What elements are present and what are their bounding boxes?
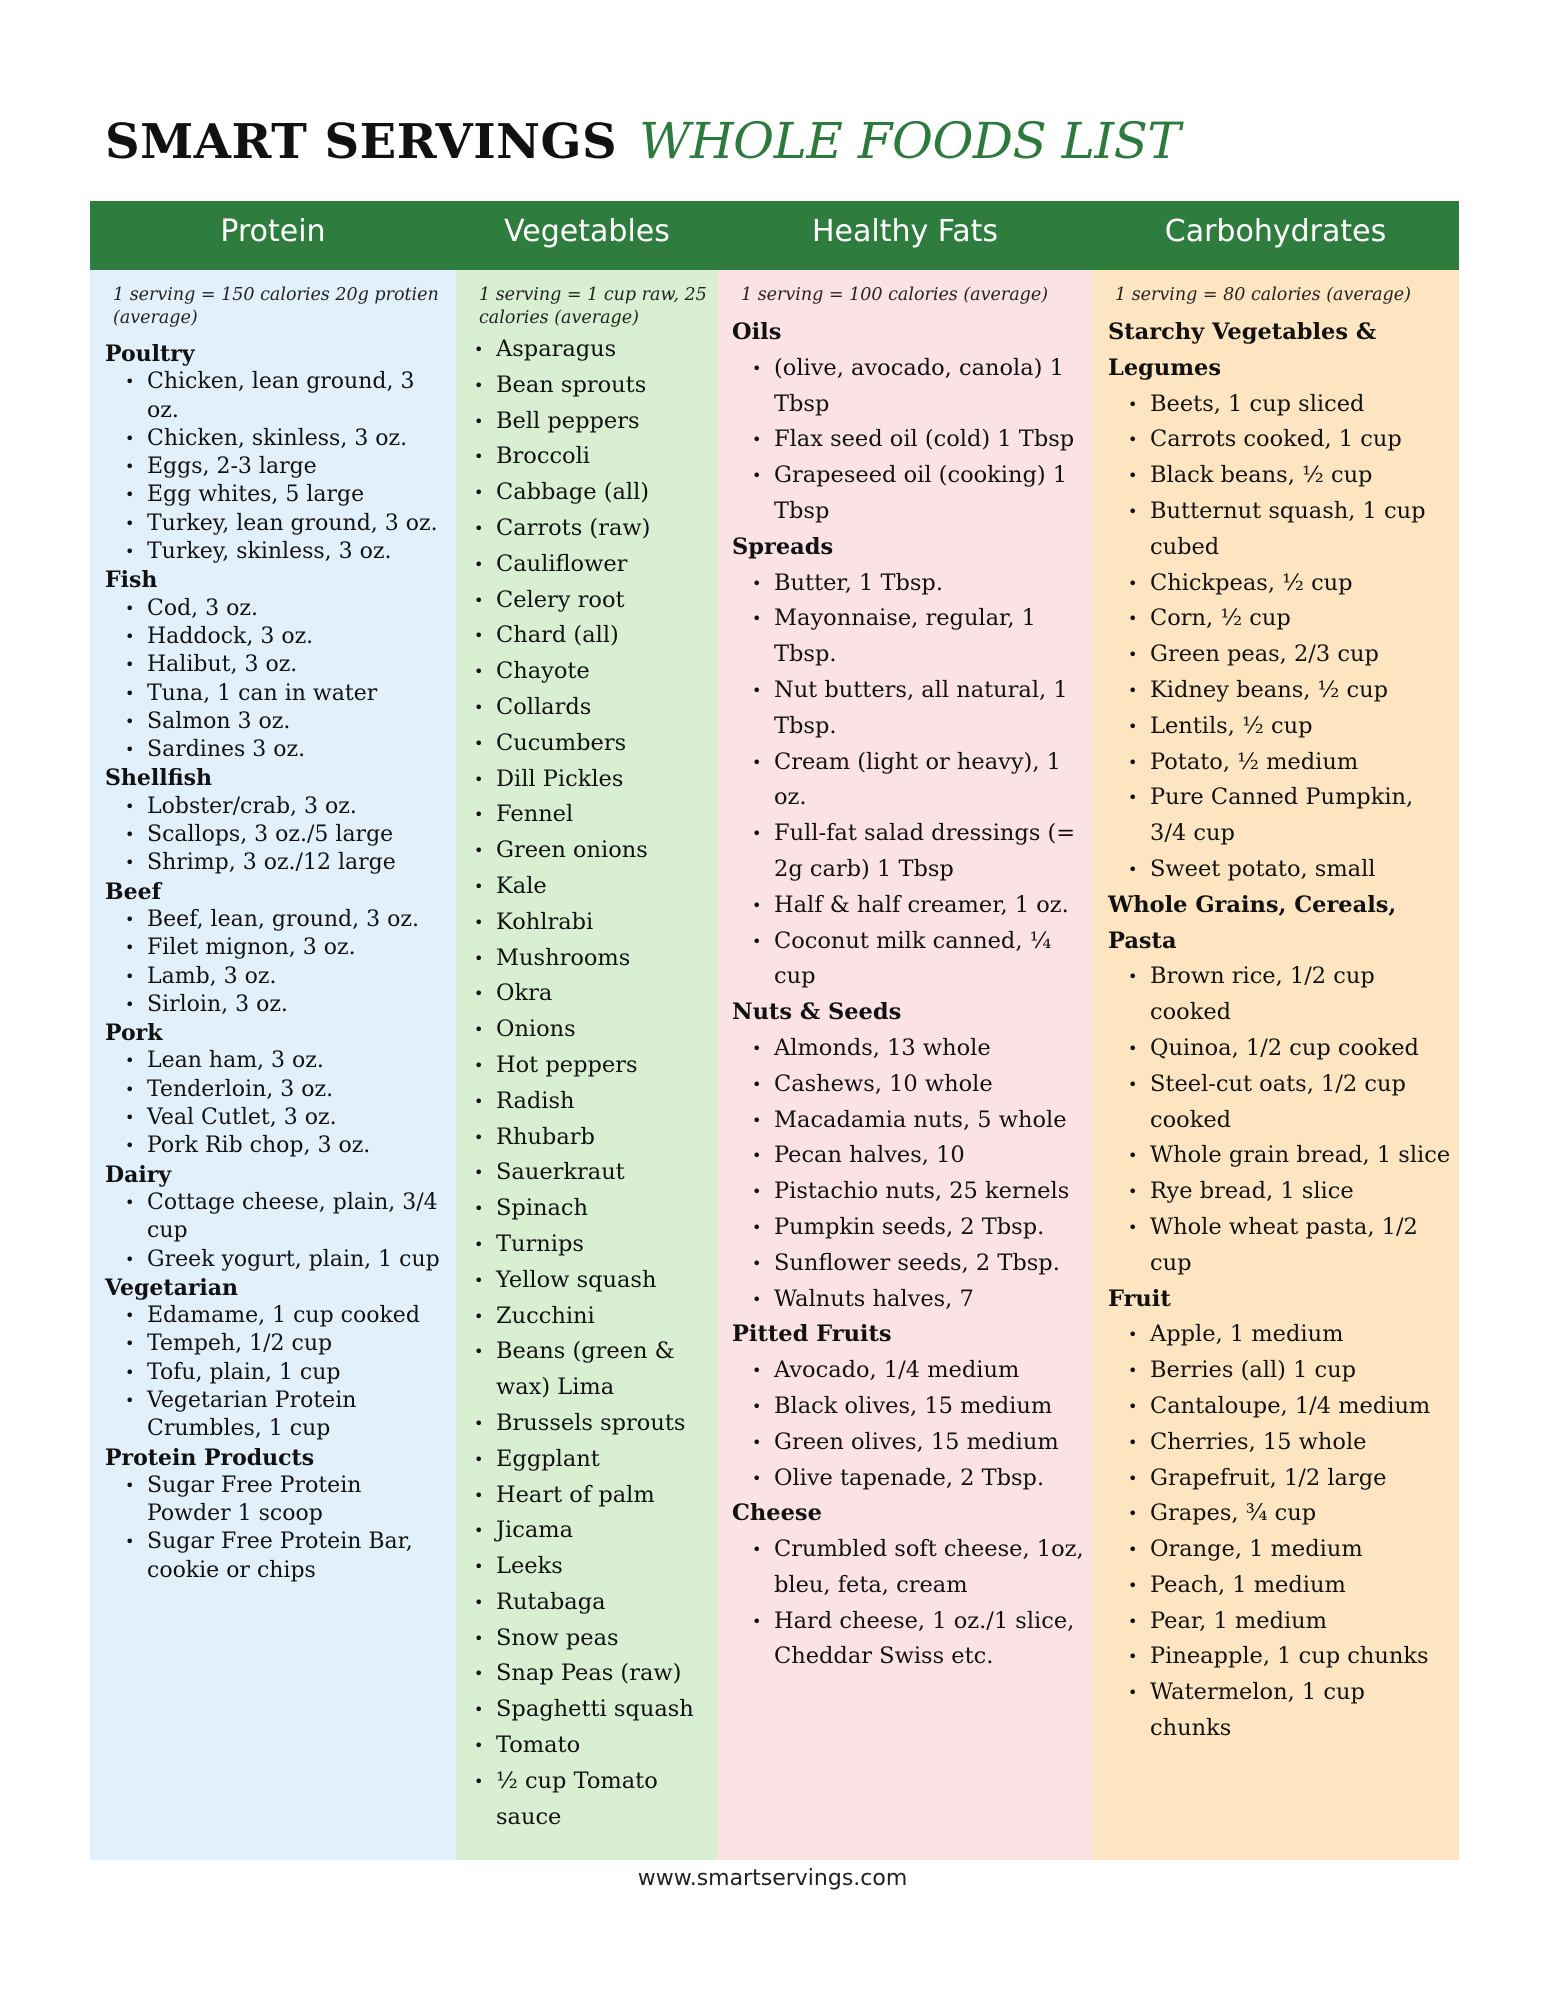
list-item: • Tofu, plain, 1 cup xyxy=(105,1359,442,1387)
list-item: • Steel-cut oats, 1/2 cup cooked xyxy=(1108,1067,1451,1139)
list-item: • Scallops, 3 oz./5 large xyxy=(105,821,442,849)
category-heading: Protein Products xyxy=(105,1444,315,1471)
item-list xyxy=(732,1031,1084,1317)
list-item: • Cod, 3 oz. xyxy=(105,595,442,623)
column-carbohydrates xyxy=(1092,270,1459,1860)
list-item: • Bell peppers xyxy=(474,404,710,440)
list-item: • Mushrooms xyxy=(474,941,710,977)
item-list xyxy=(105,1047,442,1160)
list-item: • Corn, ½ cup xyxy=(1108,601,1451,637)
list-item: • Crumbled soft cheese, 1oz, bleu, feta, cream xyxy=(732,1532,1084,1604)
list-item: • Egg whites, 5 large xyxy=(105,481,442,509)
item-list xyxy=(1108,1317,1451,1747)
item-list xyxy=(105,1472,442,1585)
category-heading: Spreads xyxy=(732,533,834,560)
list-item: • Walnuts halves, 7 xyxy=(732,1282,1084,1318)
list-item: • Pork Rib chop, 3 oz. xyxy=(105,1132,442,1160)
item-list xyxy=(1108,959,1451,1281)
header-vegetables: Vegetables xyxy=(504,214,670,249)
list-item: • Eggs, 2-3 large xyxy=(105,453,442,481)
list-item: • Tempeh, 1/2 cup xyxy=(105,1330,442,1358)
list-item: • Radish xyxy=(474,1084,710,1120)
list-item: • Carrots cooked, 1 cup xyxy=(1108,422,1451,458)
serving-note: 1 serving = 150 calories 20g protien (average) xyxy=(113,285,439,328)
column-vegetables xyxy=(456,270,718,1860)
list-item: • Turkey, skinless, 3 oz. xyxy=(105,538,442,566)
column-body xyxy=(718,307,1092,1675)
list-item: • Beef, lean, ground, 3 oz. xyxy=(105,906,442,934)
list-item: • Rye bread, 1 slice xyxy=(1108,1174,1451,1210)
footer-url: www.smartservings.com xyxy=(637,1866,908,1891)
list-item: • Green onions xyxy=(474,833,710,869)
item-list xyxy=(474,332,710,1835)
item-list xyxy=(105,368,442,566)
list-item: • Dill Pickles xyxy=(474,762,710,798)
item-list xyxy=(105,1189,442,1274)
list-item: • Heart of palm xyxy=(474,1478,710,1514)
header-bar xyxy=(90,201,1459,270)
list-item: • Grapeseed oil (cooking) 1 Tbsp xyxy=(732,458,1084,530)
list-item: • Sweet potato, small xyxy=(1108,852,1451,888)
list-item: • Kale xyxy=(474,869,710,905)
list-item: • Lamb, 3 oz. xyxy=(105,963,442,991)
list-item: • Asparagus xyxy=(474,332,710,368)
list-item: • Haddock, 3 oz. xyxy=(105,623,442,651)
category-heading: Shellfish xyxy=(105,765,212,792)
list-item: • Pear, 1 medium xyxy=(1108,1604,1451,1640)
list-item: • Tenderloin, 3 oz. xyxy=(105,1076,442,1104)
list-item: • (olive, avocado, canola) 1 Tbsp xyxy=(732,351,1084,423)
list-item: • Edamame, 1 cup cooked xyxy=(105,1302,442,1330)
category-heading: Nuts & Seeds xyxy=(732,999,902,1026)
list-item: • Sirloin, 3 oz. xyxy=(105,991,442,1019)
list-item: • Sunflower seeds, 2 Tbsp. xyxy=(732,1246,1084,1282)
category-heading: Cheese xyxy=(732,1500,822,1527)
category-heading: Whole Grains, Cereals, Pasta xyxy=(1108,891,1397,954)
list-item: • Carrots (raw) xyxy=(474,511,710,547)
list-item: • Kohlrabi xyxy=(474,905,710,941)
list-item: • Cream (light or heavy), 1 oz. xyxy=(732,745,1084,817)
list-item: • Cashews, 10 whole xyxy=(732,1067,1084,1103)
list-item: • Yellow squash xyxy=(474,1263,710,1299)
food-table xyxy=(90,201,1459,1860)
page-title xyxy=(105,112,1180,170)
list-item: • Grapes, ¾ cup xyxy=(1108,1496,1451,1532)
list-item: • Celery root xyxy=(474,583,710,619)
list-item: • Pistachio nuts, 25 kernels xyxy=(732,1174,1084,1210)
list-item: • Sugar Free Protein Bar, cookie or chips xyxy=(105,1528,442,1585)
list-item: • Cucumbers xyxy=(474,726,710,762)
list-item: • Beans (green & wax) Lima xyxy=(474,1334,710,1406)
list-item: • Veal Cutlet, 3 oz. xyxy=(105,1104,442,1132)
column-healthy-fats xyxy=(718,270,1092,1860)
list-item: • Chicken, skinless, 3 oz. xyxy=(105,425,442,453)
list-item: • Jicama xyxy=(474,1513,710,1549)
category-heading: Fruit xyxy=(1108,1285,1171,1312)
list-item: • Rutabaga xyxy=(474,1585,710,1621)
list-item: • Grapefruit, 1/2 large xyxy=(1108,1461,1451,1497)
list-item: • Potato, ½ medium xyxy=(1108,745,1451,781)
category-heading: Beef xyxy=(105,878,162,905)
list-item: • Tomato xyxy=(474,1728,710,1764)
title-subtitle: WHOLE FOODS LIST xyxy=(639,112,1181,170)
item-list xyxy=(732,566,1084,996)
list-item: • Snow peas xyxy=(474,1621,710,1657)
list-item: • Berries (all) 1 cup xyxy=(1108,1353,1451,1389)
list-item: • Flax seed oil (cold) 1 Tbsp xyxy=(732,422,1084,458)
list-item: • Almonds, 13 whole xyxy=(732,1031,1084,1067)
list-item: • Quinoa, 1/2 cup cooked xyxy=(1108,1031,1451,1067)
list-item: • Turkey, lean ground, 3 oz. xyxy=(105,510,442,538)
list-item: • Nut butters, all natural, 1 Tbsp. xyxy=(732,673,1084,745)
title-brand: SMART SERVINGS xyxy=(105,114,618,170)
list-item: • Brussels sprouts xyxy=(474,1406,710,1442)
column-protein xyxy=(90,270,456,1860)
list-item: • Pure Canned Pumpkin, 3/4 cup xyxy=(1108,780,1451,852)
list-item: • Zucchini xyxy=(474,1299,710,1335)
list-item: • Half & half creamer, 1 oz. xyxy=(732,888,1084,924)
list-item: • Chard (all) xyxy=(474,618,710,654)
category-heading: Dairy xyxy=(105,1161,172,1188)
list-item: • Lobster/crab, 3 oz. xyxy=(105,793,442,821)
list-item: • Fennel xyxy=(474,797,710,833)
item-list xyxy=(105,793,442,878)
list-item: • Lean ham, 3 oz. xyxy=(105,1047,442,1075)
list-item: • Snap Peas (raw) xyxy=(474,1656,710,1692)
item-list xyxy=(1108,387,1451,888)
list-item: • Brown rice, 1/2 cup cooked xyxy=(1108,959,1451,1031)
list-item: • Cottage cheese, plain, 3/4 cup xyxy=(105,1189,442,1246)
list-item: • Butternut squash, 1 cup cubed xyxy=(1108,494,1451,566)
list-item: • Coconut milk canned, ¼ cup xyxy=(732,924,1084,996)
list-item: • Greek yogurt, plain, 1 cup xyxy=(105,1246,442,1274)
item-list xyxy=(732,351,1084,530)
list-item: • Kidney beans, ½ cup xyxy=(1108,673,1451,709)
list-item: • Green olives, 15 medium xyxy=(732,1425,1084,1461)
list-item: • Okra xyxy=(474,976,710,1012)
list-item: • Pineapple, 1 cup chunks xyxy=(1108,1639,1451,1675)
item-list xyxy=(105,1302,442,1443)
list-item: • Halibut, 3 oz. xyxy=(105,651,442,679)
list-item: • Apple, 1 medium xyxy=(1108,1317,1451,1353)
list-item: • Hard cheese, 1 oz./1 slice, Cheddar Swiss etc. xyxy=(732,1604,1084,1676)
list-item: • Rhubarb xyxy=(474,1120,710,1156)
list-item: • Cauliflower xyxy=(474,547,710,583)
list-item: • Green peas, 2/3 cup xyxy=(1108,637,1451,673)
list-item: • Sardines 3 oz. xyxy=(105,736,442,764)
list-item: • Cherries, 15 whole xyxy=(1108,1425,1451,1461)
list-item: • Whole wheat pasta, 1/2 cup xyxy=(1108,1210,1451,1282)
column-body xyxy=(456,330,718,1835)
list-item: • Full-fat salad dressings (= 2g carb) 1 Tbsp xyxy=(732,816,1084,888)
serving-note: 1 serving = 100 calories (average) xyxy=(741,285,1049,305)
list-item: • Olive tapenade, 2 Tbsp. xyxy=(732,1461,1084,1497)
list-item: • Sugar Free Protein Powder 1 scoop xyxy=(105,1472,442,1529)
list-item: • Beets, 1 cup sliced xyxy=(1108,387,1451,423)
list-item: • Spinach xyxy=(474,1191,710,1227)
list-item: • Watermelon, 1 cup chunks xyxy=(1108,1675,1451,1747)
list-item: • Sauerkraut xyxy=(474,1155,710,1191)
list-item: • Whole grain bread, 1 slice xyxy=(1108,1138,1451,1174)
header-carbohydrates: Carbohydrates xyxy=(1164,214,1387,249)
list-item: • Butter, 1 Tbsp. xyxy=(732,566,1084,602)
category-heading: Starchy Vegetables & Legumes xyxy=(1108,319,1377,381)
list-item: • Avocado, 1/4 medium xyxy=(732,1353,1084,1389)
list-item: • Hot peppers xyxy=(474,1048,710,1084)
list-item: • Spaghetti squash xyxy=(474,1692,710,1728)
list-item: • Black beans, ½ cup xyxy=(1108,458,1451,494)
column-body xyxy=(1092,307,1459,1747)
list-item: • Macadamia nuts, 5 whole xyxy=(732,1103,1084,1139)
item-list xyxy=(732,1353,1084,1496)
category-heading: Vegetarian xyxy=(105,1274,239,1301)
list-item: • Shrimp, 3 oz./12 large xyxy=(105,849,442,877)
list-item: • Broccoli xyxy=(474,439,710,475)
serving-note: 1 serving = 1 cup raw, 25 calories (average) xyxy=(479,285,707,328)
list-item: • Pecan halves, 10 xyxy=(732,1138,1084,1174)
list-item: • Chayote xyxy=(474,654,710,690)
list-item: • Filet mignon, 3 oz. xyxy=(105,934,442,962)
category-heading: Fish xyxy=(105,567,158,594)
list-item: • Turnips xyxy=(474,1227,710,1263)
list-item: • Black olives, 15 medium xyxy=(732,1389,1084,1425)
item-list xyxy=(105,595,442,765)
list-item: • Bean sprouts xyxy=(474,368,710,404)
list-item: • Cantaloupe, 1/4 medium xyxy=(1108,1389,1451,1425)
category-heading: Poultry xyxy=(105,341,195,367)
list-item: • Chickpeas, ½ cup xyxy=(1108,566,1451,602)
list-item: • Peach, 1 medium xyxy=(1108,1568,1451,1604)
serving-note: 1 serving = 80 calories (average) xyxy=(1115,285,1411,305)
column-body xyxy=(90,330,456,1585)
list-item: • Eggplant xyxy=(474,1442,710,1478)
list-item: • Tuna, 1 can in water xyxy=(105,680,442,708)
header-healthy-fats: Healthy Fats xyxy=(811,214,999,249)
list-item: • Chicken, lean ground, 3 oz. xyxy=(105,368,442,425)
list-item: • ½ cup Tomato sauce xyxy=(474,1764,710,1836)
list-item: • Collards xyxy=(474,690,710,726)
item-list xyxy=(105,906,442,1019)
category-heading: Oils xyxy=(732,319,782,345)
list-item: • Orange, 1 medium xyxy=(1108,1532,1451,1568)
list-item: • Salmon 3 oz. xyxy=(105,708,442,736)
list-item: • Onions xyxy=(474,1012,710,1048)
list-item: • Vegetarian Protein Crumbles, 1 cup xyxy=(105,1387,442,1444)
list-item: • Lentils, ½ cup xyxy=(1108,709,1451,745)
list-item: • Pumpkin seeds, 2 Tbsp. xyxy=(732,1210,1084,1246)
item-list xyxy=(732,1532,1084,1675)
list-item: • Cabbage (all) xyxy=(474,475,710,511)
list-item: • Mayonnaise, regular, 1 Tbsp. xyxy=(732,601,1084,673)
category-heading: Pitted Fruits xyxy=(732,1321,892,1348)
category-heading: Pork xyxy=(105,1020,163,1047)
list-item: • Leeks xyxy=(474,1549,710,1585)
header-protein: Protein xyxy=(220,214,326,249)
